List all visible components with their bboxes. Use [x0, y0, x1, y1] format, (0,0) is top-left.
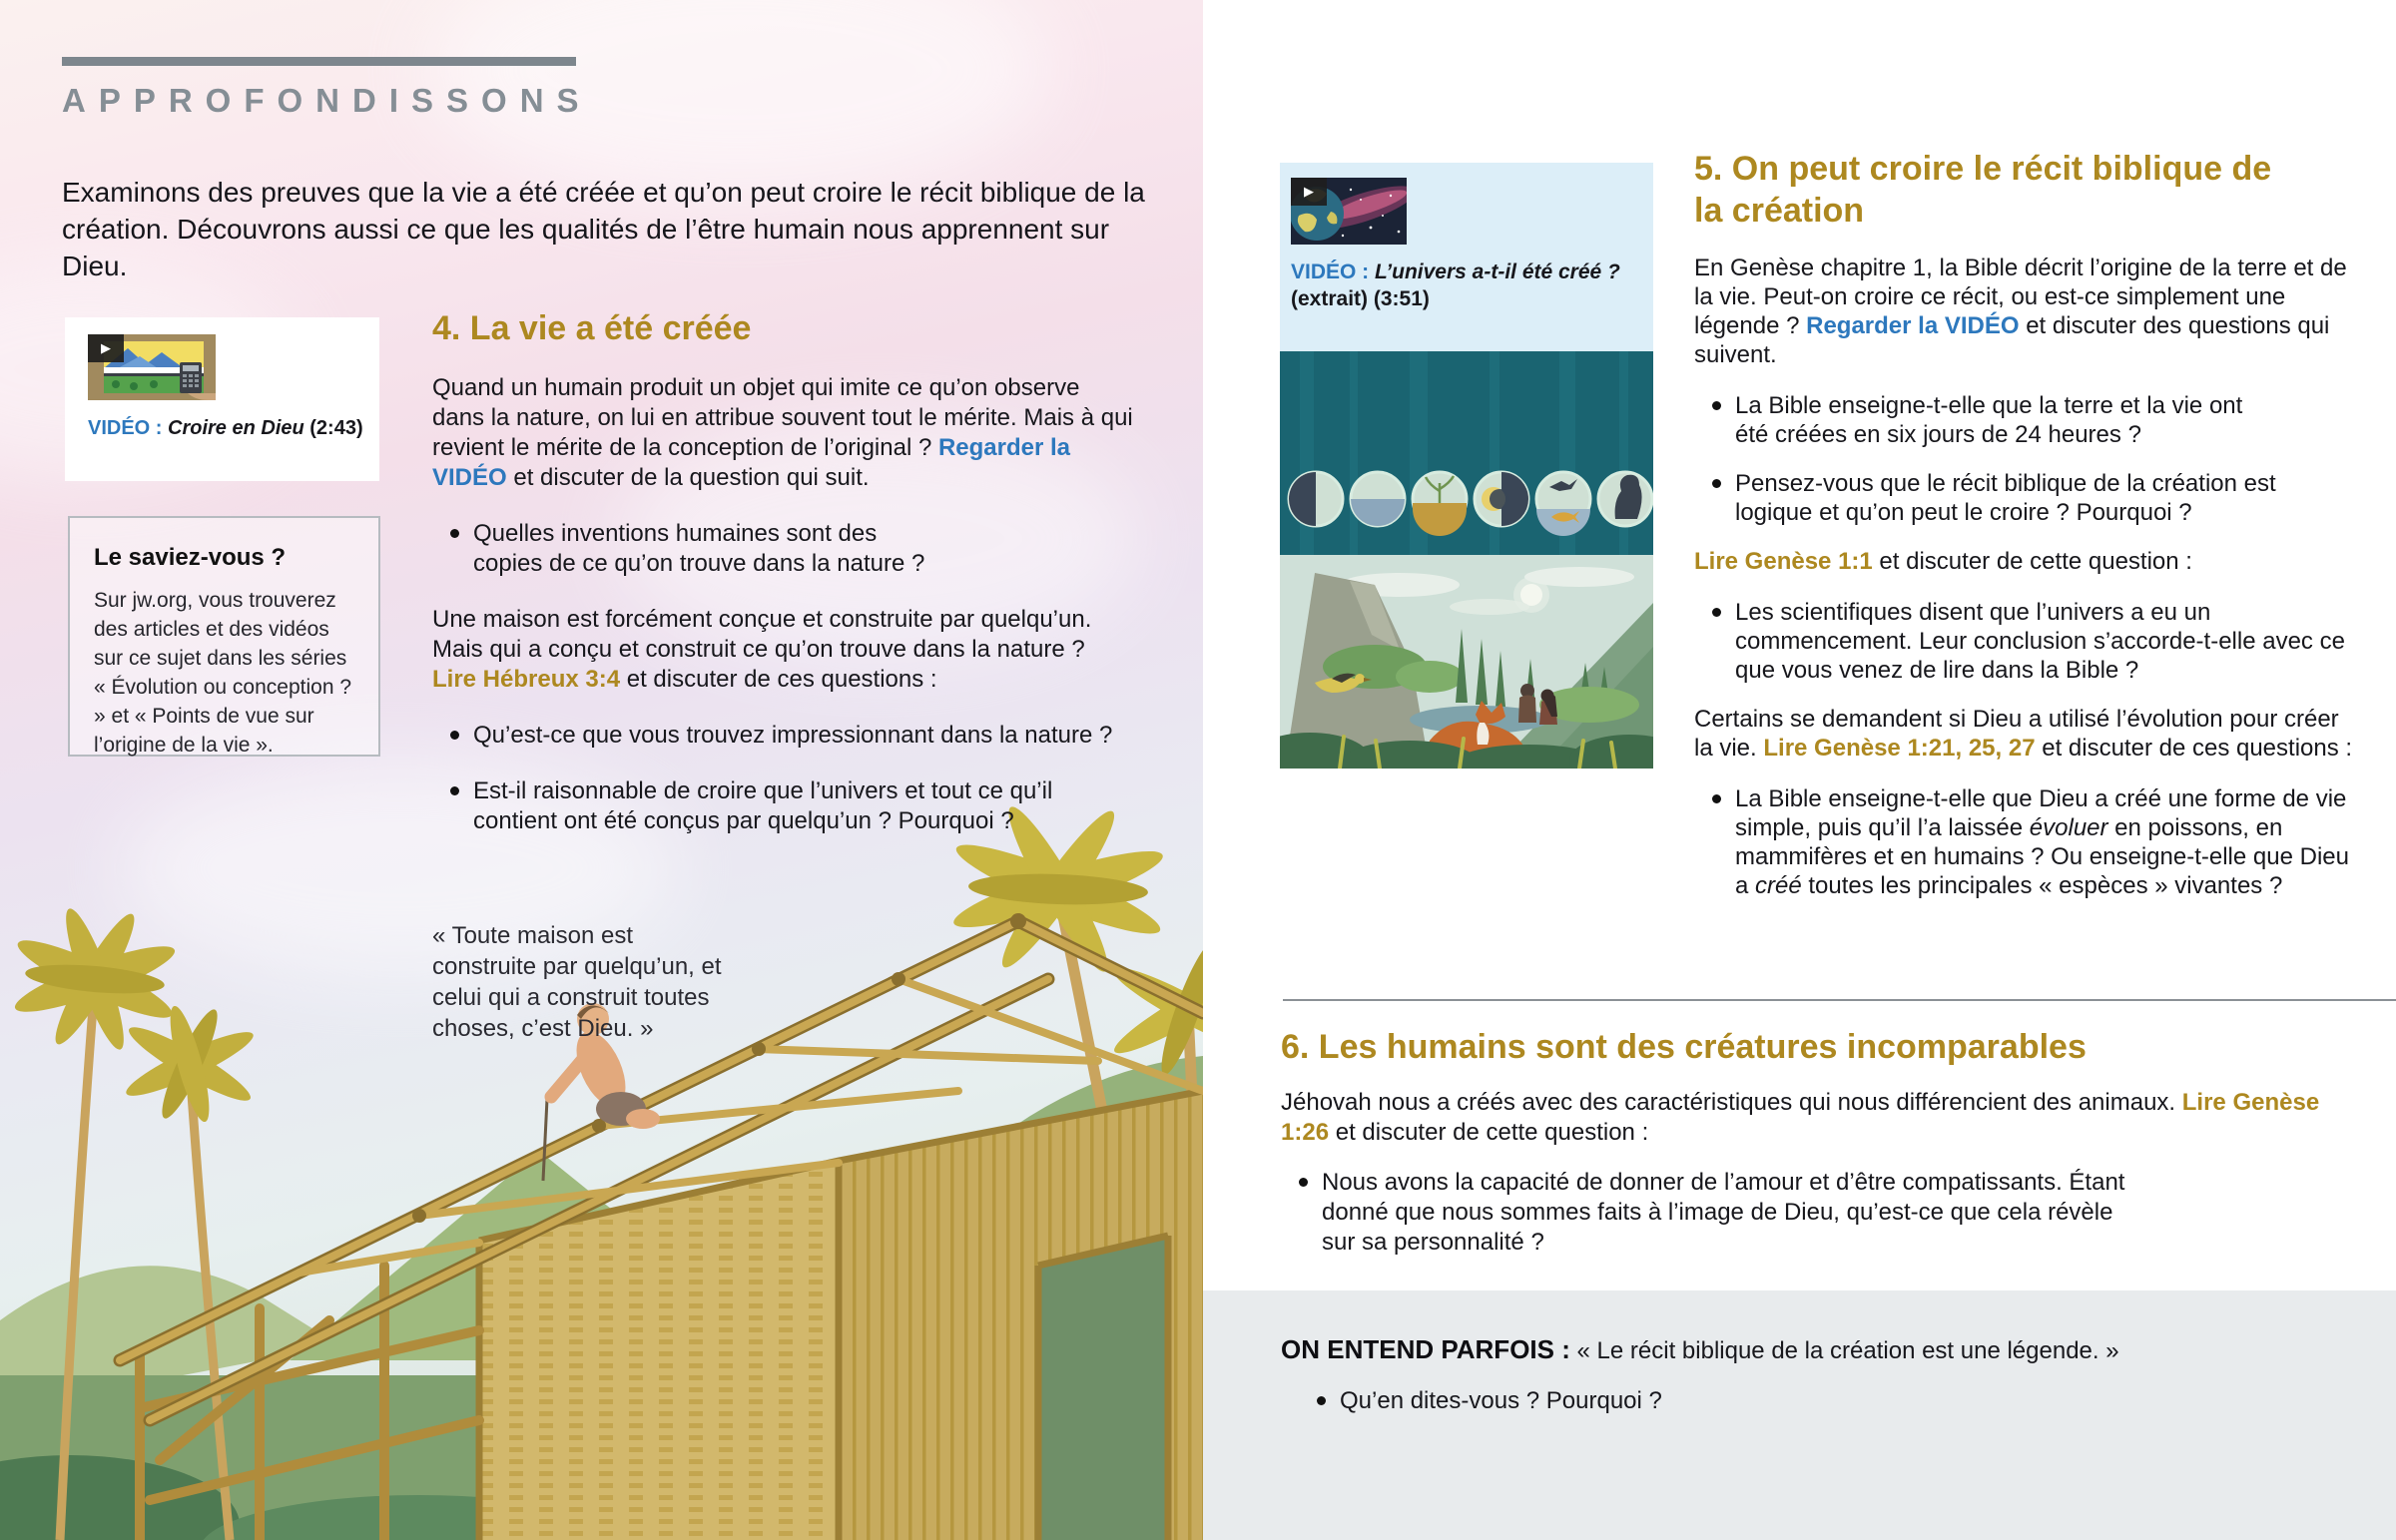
- bullet-dot: [1712, 794, 1721, 803]
- section-6-paragraph: Jéhovah nous a créés avec des caractéristiques qui nous différencient des animaux. Lire Genèse 1:26 et discuter de cette question :: [1281, 1089, 2320, 1146]
- read-scripture-line: Lire Genèse 1:1 et discuter de cette question :: [1694, 548, 2192, 575]
- video-caption: VIDÉO : Croire en Dieu (2:43): [88, 417, 363, 439]
- question-bullet: Qu’en dites-vous ? Pourquoi ?: [1317, 1386, 1662, 1416]
- nature-illustration: [1280, 555, 1653, 769]
- bullet-dot: [1299, 1178, 1308, 1187]
- scripture-link[interactable]: Lire Genèse 1:21, 25, 27: [1763, 735, 2036, 762]
- bullet-dot: [450, 731, 459, 740]
- question-bullet: La Bible enseigne-t-elle que la terre et la vie ont été créées en six jours de 24 heures ?: [1712, 391, 2361, 449]
- intro-paragraph: Examinons des preuves que la vie a été créée et qu’on peut croire le récit biblique de la création. Découvrons aussi ce que les qualités de l’être humain nous apprennent sur Dieu.: [62, 177, 1145, 281]
- scripture-link[interactable]: Lire Genèse 1:26: [1281, 1089, 2320, 1146]
- question-bullet: La Bible enseigne-t-elle que Dieu a créé une forme de vie simple, puis qu’il l’a laissée évoluer en poissons, en mammifères et en humains ? Ou enseigne-t-elle que Dieu a créé toutes les principales « espèces » vivantes ?: [1712, 784, 2361, 900]
- bullet-dot: [450, 529, 459, 538]
- scripture-link[interactable]: Lire Genèse 1:1: [1694, 548, 1873, 575]
- section-4-title: 4. La vie a été créée: [432, 309, 752, 347]
- video-label: VIDÉO :: [88, 417, 163, 439]
- section-6-title: 6. Les humains sont des créatures incomparables: [1281, 1028, 2087, 1066]
- section-4-paragraph-2: Une maison est forcément conçue et construite par quelqu’un. Mais qui a conçu et construit ce qu’on trouve dans la nature ? Lire Hébreux 3:4 et discuter de ces questions :: [432, 606, 1092, 693]
- question-bullet: Qu’est-ce que vous trouvez impressionnant dans la nature ?: [450, 721, 1161, 751]
- section-4: [432, 307, 1161, 862]
- creation-days-illustration: [1280, 351, 1653, 555]
- video-card-croire-en-dieu[interactable]: [65, 317, 379, 481]
- bullet-dot: [450, 786, 459, 795]
- question-bullet: Nous avons la capacité de donner de l’amour et d’être compatissants. Étant donné que nous sommes faits à l’image de Dieu, qu’est-ce que cela révèle sur sa personnalité ?: [1299, 1168, 2364, 1258]
- footer-statement: ON ENTEND PARFOIS : « Le récit biblique de la création est une légende. »: [1281, 1334, 2119, 1364]
- scripture-link[interactable]: Lire Hébreux 3:4: [432, 666, 621, 693]
- watch-video-link[interactable]: Regarder la VIDÉO: [432, 434, 1071, 491]
- kicker-bar: [62, 57, 576, 66]
- question-bullet: Pensez-vous que le récit biblique de la création est logique et qu’on peut le croire ? Pourquoi ?: [1712, 469, 2361, 527]
- section-4-paragraph-1: Quand un humain produit un objet qui imite ce qu’on observe dans la nature, on lui en attribue souvent tout le mérite. Mais à qui revient le mérite de la conception de l’original ? Regarder la VIDÉO et discuter de la question qui suit.: [432, 374, 1133, 491]
- right-page: [1203, 0, 2396, 1540]
- section-5: [1694, 148, 2361, 920]
- bullet-dot: [1712, 608, 1721, 617]
- play-icon[interactable]: ▶: [88, 334, 124, 362]
- bullet-dot: [1712, 479, 1721, 488]
- play-icon[interactable]: ▶: [1291, 178, 1327, 206]
- did-you-know-body: Sur jw.org, vous trouverez des articles et des vidéos sur ce sujet dans les séries « Évolution ou conception ? » et « Points de vue sur l’origine de la vie ».: [94, 589, 352, 757]
- footer-label: ON ENTEND PARFOIS :: [1281, 1334, 1570, 1364]
- construction-illustration: [0, 762, 1203, 1540]
- question-bullet: Est-il raisonnable de croire que l’univers et tout ce qu’il contient ont été conçus par quelqu’un ? Pourquoi ?: [450, 776, 1161, 836]
- bullet-dot: [1712, 401, 1721, 410]
- did-you-know-box: [68, 516, 380, 757]
- bullet-dot: [1317, 1396, 1326, 1405]
- video-caption: VIDÉO : L’univers a-t-il été créé ? (extrait) (3:51): [1291, 260, 1620, 310]
- watch-video-link[interactable]: Regarder la VIDÉO: [1806, 312, 2020, 339]
- question-bullet: Quelles inventions humaines sont des copies de ce qu’on trouve dans la nature ?: [450, 519, 1161, 579]
- scripture-quote: « Toute maison est construite par quelqu’un, et celui qui a construit toutes choses, c’est Dieu. »: [432, 922, 722, 1042]
- section-divider: [1283, 999, 2396, 1001]
- video-card-univers[interactable]: [1280, 163, 1653, 351]
- section-5-title: 5. On peut croire le récit biblique de la création: [1694, 150, 2272, 230]
- video-label: VIDÉO :: [1291, 260, 1370, 283]
- section-5-paragraph-1: En Genèse chapitre 1, la Bible décrit l’origine de la terre et de la vie. Peut-on croire ce récit, ou est-ce simplement une légende ? Regarder la VIDÉO et discuter des questions qui suivent.: [1694, 255, 2347, 368]
- section-5-paragraph-2: Certains se demandent si Dieu a utilisé l’évolution pour créer la vie. Lire Genèse 1:21, 25, 27 et discuter de ces questions :: [1694, 706, 2353, 762]
- question-bullet: Les scientifiques disent que l’univers a eu un commencement. Leur conclusion s’accorde-t-elle avec ce que vous venez de lire dans la Bible ?: [1712, 598, 2361, 685]
- section-6: [1281, 1026, 2364, 1283]
- did-you-know-title: Le saviez-vous ?: [94, 544, 287, 571]
- on-entend-parfois-panel: [1203, 1290, 2396, 1540]
- page-kicker: APPROFONDISSONS: [62, 82, 592, 119]
